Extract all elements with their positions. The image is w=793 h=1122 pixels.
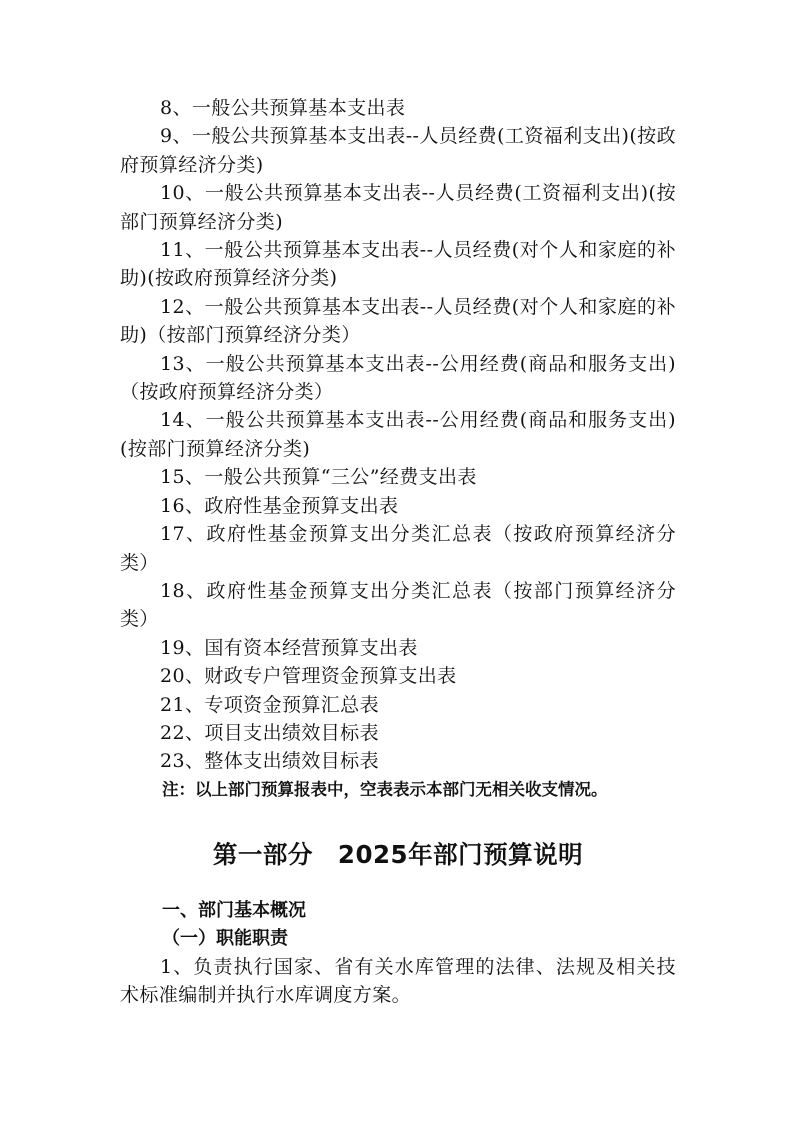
list-item: 20、财政专户管理资金预算支出表 (160, 665, 457, 688)
list-item: 19、国有资本经营预算支出表 (160, 636, 418, 659)
list-item: 10、一般公共预算基本支出表--人员经费(工资福利支出)(按部门预算经济分类) (120, 182, 676, 233)
list-item: 14、一般公共预算基本支出表--公用经费(商品和服务支出)(按部门预算经济分类) (120, 409, 676, 460)
list-item: 15、一般公共预算“三公”经费支出表 (160, 466, 477, 489)
list-item: 13、一般公共预算基本支出表--公用经费(商品和服务支出)（按政府预算经济分类） (120, 352, 676, 404)
table-note: 注：以上部门预算报表中，空表表示本部门无相关收支情况。 (162, 779, 608, 799)
list-item: 16、政府性基金预算支出表 (160, 494, 399, 517)
list-item: 8、一般公共预算基本支出表 (160, 97, 406, 119)
list-item: 11、一般公共预算基本支出表--人员经费(对个人和家庭的补助)(按政府预算经济分类) (120, 239, 676, 290)
heading-duties: （一）职能职责 (162, 928, 288, 949)
list-item: 22、项目支出绩效目标表 (160, 721, 379, 744)
paragraph-duty-1: 1、负责执行国家、省有关水库管理的法律、法规及相关技术标准编制并执行水库调度方案。 (120, 956, 676, 1007)
list-item: 18、政府性基金预算支出分类汇总表（按部门预算经济分类） (120, 579, 676, 631)
list-item: 21、专项资金预算汇总表 (160, 693, 379, 716)
list-item: 12、一般公共预算基本支出表--人员经费(对个人和家庭的补助)（按部门预算经济分类） (120, 295, 676, 347)
section-title: 第一部分 2025年部门预算说明 (212, 840, 584, 869)
section-body (120, 897, 676, 1010)
list-item: 9、一般公共预算基本支出表--人员经费(工资福利支出)(按政府预算经济分类) (120, 125, 676, 176)
list-item: 17、政府性基金预算支出分类汇总表（按政府预算经济分类） (120, 523, 676, 574)
list-item: 23、整体支出绩效目标表 (160, 750, 379, 773)
heading-dept-overview: 一、部门基本概况 (162, 900, 306, 921)
report-list (120, 94, 676, 804)
